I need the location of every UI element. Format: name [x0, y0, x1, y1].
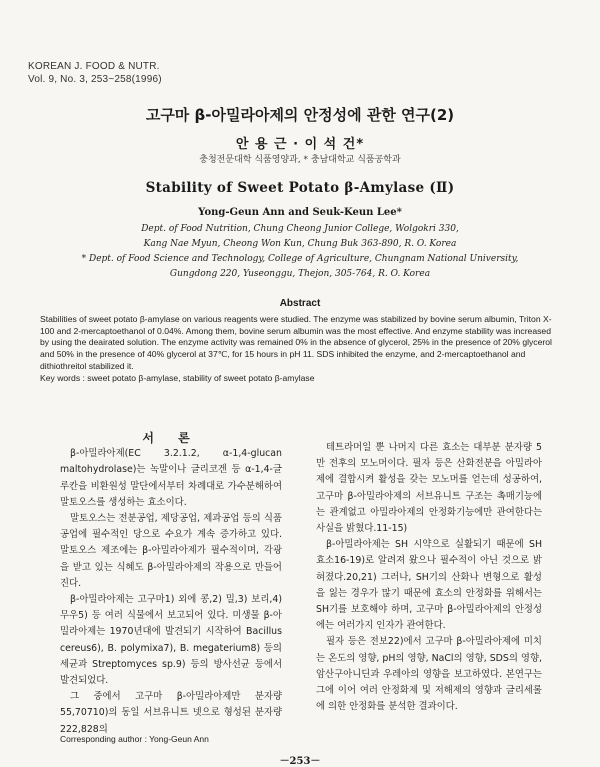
abstract-body: Stabilities of sweet potato β-amylase on various reagents were studied. The enzyme was stabilized by bovine serum albumin, Triton X-100 and 2-mercaptoethanol of 0.04%. Among them, bovine serum albumin was the most effective. And enzyme stability was increased by using the deairated solution. The enzyme activity was remained 0% in the absence of glycerol, 25% in the presence of 20% glycerol and 50% in the presence of 40% glycerol at 37℃, for 15 hours in pH 11. SDS inhibited the enzyme, and 2-mercaptoethanol and dithiothreitol stabilized it. [40, 314, 552, 371]
journal-name: KOREAN J. FOOD & NUTR. [28, 61, 160, 72]
keywords: Key words : sweet potato β-amylase, stability of sweet potato β-amylase [40, 372, 315, 383]
abstract-block [40, 314, 562, 384]
right-paragraph-1: 테트라머일 뿐 나머지 다른 효소는 대부분 분자량 5만 전후의 모노머이다. 필자 등은 산화전분을 아밀라아제에 결합시켜 활성을 갖는 모노머를 얻는데 성공하여, 고구마 β-아밀라아제의 서브유니트 구조는 촉매기능에는 관계없고 아밀라아제의 안정화기능에만 관여한다는 사실을 밝혔다.11-15) [316, 442, 542, 535]
affiliation-1-line-1: Dept. of Food Nutrition, Chung Cheong Junior College, Wolgokri 330, [141, 224, 459, 234]
left-column [60, 430, 282, 738]
right-column [316, 440, 542, 715]
affiliation-2-line-2: Gungdong 220, Yuseonggu, Thejon, 305-764, R. O. Korea [169, 269, 431, 279]
corresponding-author: Corresponding author : Yong-Geun Ann [60, 734, 209, 744]
journal-header [28, 60, 162, 86]
left-paragraph-3: β-아밀라아제는 고구마1) 외에 콩,2) 밀,3) 보리,4) 무우5) 등 여러 식물에서 보고되어 있다. 미생물 β-아밀라아제는 1970년대에 발견되기 시작하여 Bacillus cereus6), B. polymixa7), B. megaterium8) 등의 세균과 Streptomyces sp.9) 등의 방사선균 등에서 발견되었다. [60, 594, 282, 687]
affiliation-1-line-2: Kang Nae Myun, Cheong Won Kun, Chung Buk 363-890, R. O. Korea [143, 239, 457, 249]
section-title: 서 론 [142, 431, 200, 445]
korean-authors: 안 용 근 · 이 석 건* [235, 137, 365, 152]
english-title: Stability of Sweet Potato β-Amylase (Ⅱ) [145, 180, 455, 196]
page-number: －253－ [279, 756, 321, 767]
affiliation-2-line-1: * Dept. of Food Science and Technology, College of Agriculture, Chungnam National University, [81, 254, 519, 264]
right-paragraph-3: 필자 등은 전보22)에서 고구마 β-아밀라아제에 미치는 온도의 영향, pH의 영향, NaCl의 영향, SDS의 영향, 암산구아니딘과 우레아의 영향을 보고하였다. 본연구는 그에 이어 여러 안정화제 및 저해제의 영향과 글리세롤에 의한 안정화를 분석한 결과이다. [316, 636, 542, 713]
right-paragraph-2: β-아밀라아제는 SH 시약으로 실활되기 때문에 SH 효소16-19)로 알려져 왔으나 필수적이 아닌 것으로 밝혀졌다.20,21) 그러나, SH기의 산화나 변형으로 활성을 잃는 경우가 많기 때문에 효소의 안정화를 위해서는 SH기를 보호해야 하며, 고구마 β-아밀라아제의 안정성에는 여러가지 인자가 관여한다. [316, 539, 542, 632]
left-paragraph-2: 말토오스는 전분공업, 제당공업, 제과공업 등의 식품공업에 필수적인 당으로 수요가 계속 증가하고 있다. 말토오스 제조에는 β-아밀라아제가 필수적이며, 각광을 받고 있는 식혜도 β-아밀라아제의 작용으로 만들어진다. [60, 513, 282, 589]
abstract-heading: Abstract [279, 298, 321, 309]
left-paragraph-4: 그 중에서 고구마 β-아밀라아제만 분자량 55,70710)의 동일 서브유니트 넷으로 형성된 분자량 222,828의 [60, 691, 282, 735]
journal-volume: Vol. 9, No. 3, 253~258(1996) [28, 74, 162, 85]
english-authors: Yong-Geun Ann and Seuk-Keun Lee* [198, 207, 402, 218]
korean-title: 고구마 β-아밀라아제의 안정성에 관한 연구(2) [145, 106, 455, 124]
korean-affiliation: 충청전문대학 식품영양과, * 충남대학교 식품공학과 [199, 155, 401, 165]
left-paragraph-1: β-아밀라아제(EC 3.2.1.2, α-1,4-glucan maltohydrolase)는 녹말이나 글리코겐 등 α-1,4-글루칸을 비환원성 말단에서부터 차례대로 가수분해하여 말토오스를 생성하는 효소이다. [60, 448, 282, 508]
